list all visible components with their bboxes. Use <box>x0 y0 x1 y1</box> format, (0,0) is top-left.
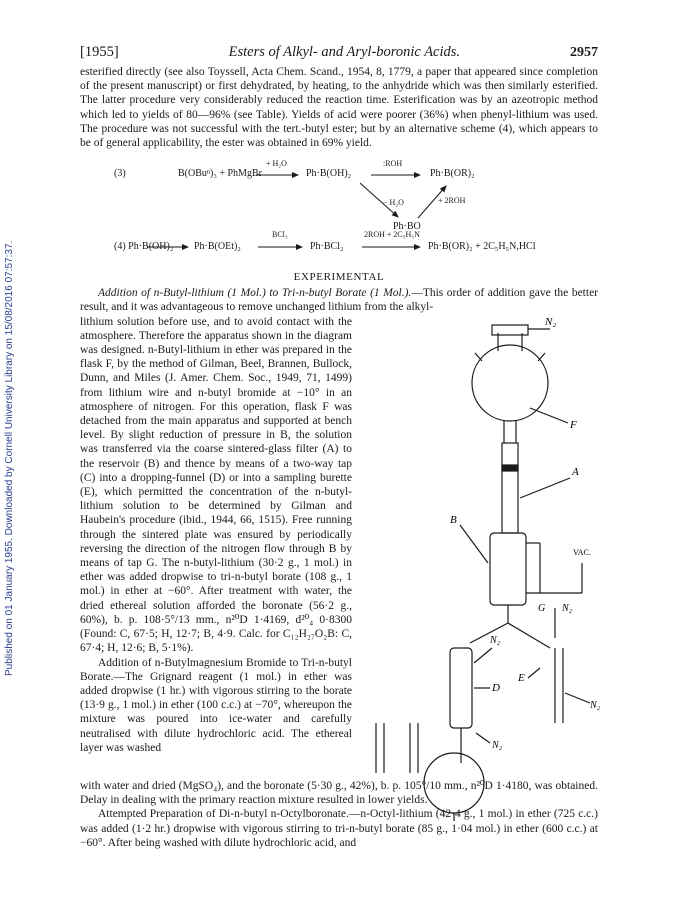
dropping-funnel-D <box>450 648 472 728</box>
scheme3-arrow2-label: :ROH <box>383 159 403 169</box>
scheme4-start: (4) Ph·B(OH)₂ <box>114 241 174 253</box>
scheme4-arrow2-label: BCl₃ <box>272 230 288 240</box>
scheme3-minus-water: − H₂O <box>383 198 404 208</box>
scheme3-label: (3) <box>114 168 126 180</box>
year-label: [1955] <box>80 44 119 60</box>
label-B: B <box>450 514 457 526</box>
reservoir-B <box>490 533 526 605</box>
scheme4-arrow3-label: 2ROH + 2C₅H₅N <box>364 230 420 240</box>
label-G: G <box>538 603 546 614</box>
label-vac: VAC. <box>573 548 591 557</box>
running-title: Esters of Alkyl- and Aryl-boronic Acids. <box>228 44 461 60</box>
reaction-scheme <box>80 154 598 269</box>
section-heading: EXPERIMENTAL <box>293 271 385 284</box>
label-n2-bottom: N₂ <box>492 740 503 751</box>
scheme3-plus-roh: + 2ROH <box>438 196 466 206</box>
running-head <box>80 44 598 61</box>
download-notice: Published on 01 January 1955. Downloaded by Cornell University Library on 15/08/2016 07:57:37. <box>4 240 15 676</box>
scheme3-anhydride: Ph·BO <box>393 221 421 233</box>
bottom-text <box>80 779 598 850</box>
label-F: F <box>570 419 577 431</box>
label-n2-right: N₂ <box>590 700 601 711</box>
scheme3-intermediate: Ph·B(OH)₂ <box>306 168 352 180</box>
page-number: 2957 <box>569 45 598 60</box>
apparatus-diagram <box>350 293 610 823</box>
label-E: E <box>518 672 525 684</box>
intro-paragraph: esterified directly (see also Toyssell, Acta Chem. Scand., 1954, 8, 1779, a paper that appeared since completion of the present manuscript) or first dehydrated, by heating, to the anhydride which was then similarly esterified. The latter procedure very considerably reduced the reaction time. Esterification was by an azeotropic method which led to yields of 80—96% (see Table). Yields of acid were poorer (36%) when phenyl-lithium was used. The procedure was not successful with the tert.-butyl ester; but by an alternative scheme (4), which appears to be of general applicability, the ester was obtained in 69% yield. <box>80 66 598 150</box>
paragraph-1-column: lithium solution before use, and to avoid contact with the atmosphere. Therefore the apparatus shown in the diagram was designed. n-Butyl-lithium in ether was prepared in the flask F, by the method of Gilman, Beel, Brannen, Bullock, Dunn, and Miles (J. Amer. Chem. Soc., 1949, 71, 1499) from lithium wire and n-butyl bromide at −10° in an atmosphere of nitrogen. For this operation, flask F was detached from the main apparatus and supported at bench level. By slight reduction of pressure in B, the solution was transferred via the coarse sintered-glass filter (A) to the reservoir (B) and thence by means of a two-way tap (C) into a dropping-funnel (D) or into a sampling burette (E), which permitted the concentration of the n-butyl-lithium solution to be determined by Gilman and Haubein's procedure (ibid., 1944, 66, 1515). Free running through the sintered plate was ensured by periodically reversing the direction of the nitrogen flow through B by means of tap G. The n-butyl-lithium (30·2 g., 1 mol.) in ether was added dropwise to tri-n-butyl borate (108 g., 1 mol.) in ether at −60°. After treatment with water, the dried ethereal solution afforded the boronate (56·2 g., 60%), b. p. 108·5°/13 mm., n²⁰D 1·4169, d²⁰₄ 0·8300 (Found: C, 67·5; H, 12·7; B, 4·9. Calc. for C₁₂H₂₇O₂B: C, 67·4; H, 12·6; B, 5·1%). <box>80 315 352 655</box>
paragraph-2-continuation: with water and dried (MgSO₄), and the boronate (5·30 g., 42%), b. p. 105°/10 mm., n²⁰D 1·4180, was obtained. Delay in dealing with the primary reaction mixture resulted in lower yields. <box>80 780 598 807</box>
scheme4-intermediate1: Ph·B(OEt)₂ <box>194 241 241 253</box>
paragraph-3: Attempted Preparation of Di-n-butyl n-Octylboronate.—n-Octyl-lithium (42·4 g., 1 mol.) in ether (725 c.c.) was added (1·2 hr.) dropwise with vigorous stirring to tri-n-butyl borate (85 g., 1·04 mol.) in ether (600 c.c.) at −60°. After being washed with dilute hydrochloric acid, and <box>80 808 598 849</box>
paragraph-1-continuation: —This order of addition gave the better result, and it was advantageous to remove unchanged lithium from the alkyl- <box>80 287 599 314</box>
label-D: D <box>492 682 500 694</box>
scheme3-reactants: B(OBuⁿ)₃ + PhMgBr <box>178 168 262 180</box>
scheme3-product: Ph·B(OR)₂ <box>430 168 475 180</box>
filter-A <box>502 443 518 533</box>
paragraph-1-lead: Addition of n-Butyl-lithium (1 Mol.) to Tri-n-butyl Borate (1 Mol.). <box>98 287 412 300</box>
scheme3-arrow1-label: + H₂O <box>266 159 287 169</box>
label-A: A <box>572 466 579 478</box>
scheme4-product: Ph·B(OR)₂ + 2C₅H₅N,HCl <box>428 241 536 253</box>
paragraph-2-column: Addition of n-Butylmagnesium Bromide to Tri-n-butyl Borate.—The Grignard reagent (1 mol.) in ether was added dropwise (1 hr.) with vigorous stirring to the borate (13·9 g., 1 mol.) in ether (100 c.c.) at −70°, whereupon the mixture was poured into ice-water and carefully neutralised with dilute hydrochloric acid. The ethereal layer was washed <box>80 656 352 754</box>
label-n2-tap: N₂ <box>490 635 501 646</box>
label-n2-top: N₂ <box>545 316 557 328</box>
scheme4-intermediate2: Ph·BCl₂ <box>310 241 344 253</box>
flask-F <box>472 345 548 421</box>
label-n2-side: N₂ <box>562 603 573 614</box>
